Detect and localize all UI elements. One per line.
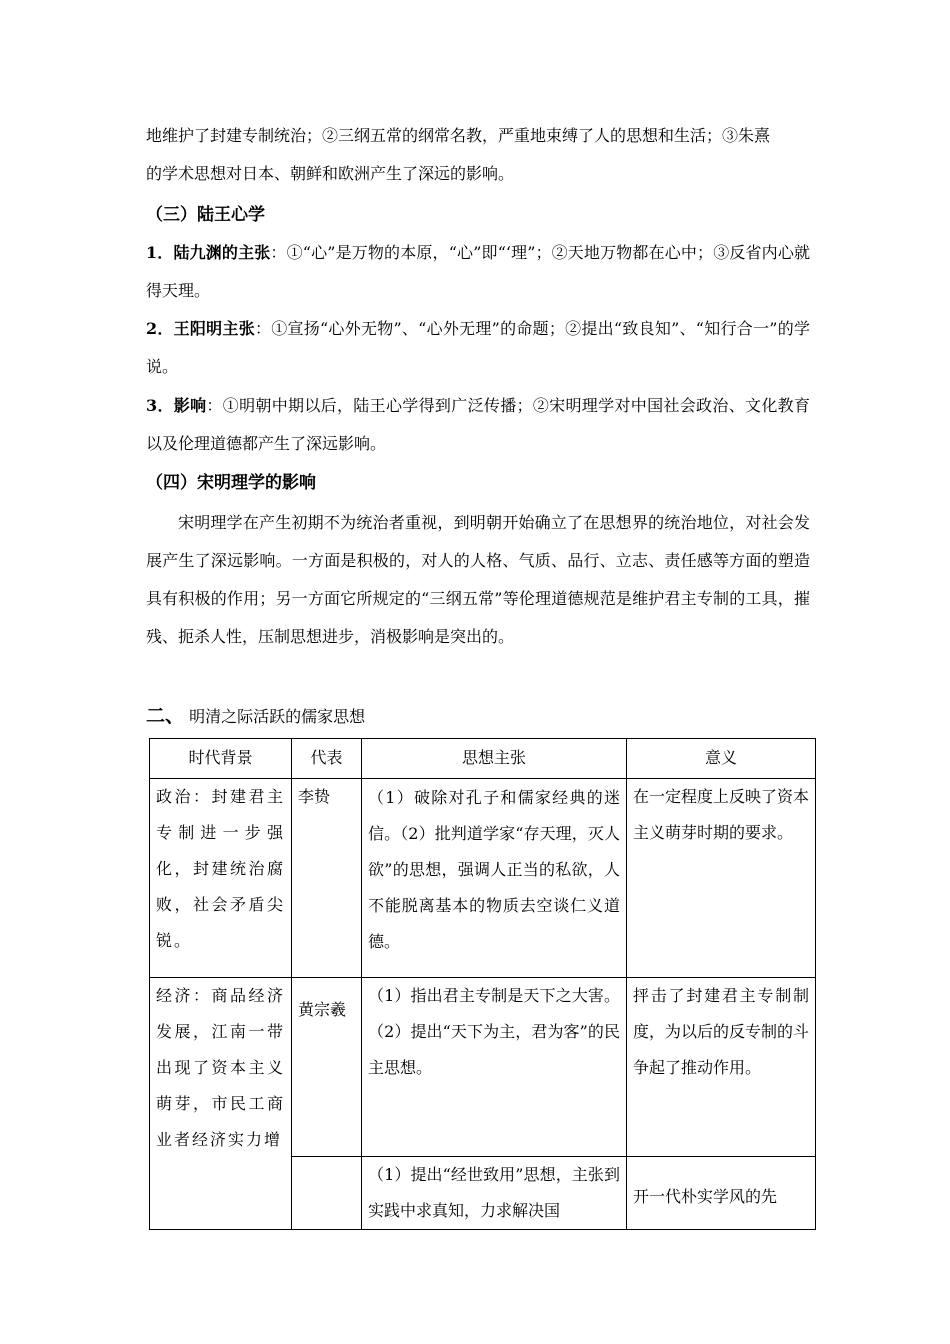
meaning-cell: 开一代朴实学风的先	[627, 1157, 816, 1230]
section-3-item-2	[146, 310, 810, 386]
confucian-thought-table	[149, 738, 816, 1230]
header-ideas: 思想主张	[362, 739, 627, 779]
idea-cell: （1）指出君主专制是天下之大害。（2）提出“天下为主，君为客”的民主思想。	[362, 978, 627, 1157]
item-3-label: 3．影响	[146, 396, 207, 415]
part-2-number: 二、	[146, 705, 185, 727]
header-background: 时代背景	[150, 739, 292, 779]
part-2-title	[146, 701, 365, 732]
part-2-title-text: 明清之际活跃的儒家思想	[189, 707, 366, 726]
table-row	[150, 978, 816, 1157]
item-1-label: 1．陆九渊的主张	[146, 243, 271, 262]
table-row	[150, 779, 816, 978]
item-2-text: ：①宣扬“心外无物”、“心外无理”的命题；②提出“致良知”、“知行合一”的学说。	[146, 319, 810, 376]
representative-cell	[292, 1157, 362, 1230]
meaning-cell: 在一定程度上反映了资本主义萌芽时期的要求。	[627, 779, 816, 978]
idea-cell: （1）提出“经世致用”思想，主张到实践中求真知，力求解决国	[362, 1157, 627, 1230]
meaning-cell: 抨击了封建君主专制制度，为以后的反专制的斗争起了推动作用。	[627, 978, 816, 1157]
intro-paragraph	[146, 117, 810, 193]
background-politics-cell: 政治：封建君主专制进一步强化，封建统治腐败，社会矛盾尖锐。	[150, 779, 292, 978]
section-4-body: 宋明理学在产生初期不为统治者重视，到明朝开始确立了在思想界的统治地位，对社会发展产生了深远影响。一方面是积极的，对人的人格、气质、品行、立志、责任感等方面的塑造具有积极的作用；另一方面它所规定的“三纲五常”等伦理道德规范是维护君主专制的工具，摧残、扼杀人性，压制思想进步，消极影响是突出的。	[146, 513, 810, 646]
header-representative: 代表	[292, 739, 362, 779]
representative-cell: 黄宗羲	[292, 978, 362, 1157]
section-3-heading: （三）陆王心学	[146, 205, 265, 225]
idea-cell: （1）破除对孔子和儒家经典的迷信。（2）批判道学家“存天理，灭人欲”的思想，强调人正当的私欲，人不能脱离基本的物质去空谈仁义道德。	[362, 779, 627, 978]
background-economy-cell: 经济：商品经济发展，江南一带出现了资本主义萌芽，市民工商业者经济实力增	[150, 978, 292, 1230]
section-4-heading: （四）宋明理学的影响	[146, 473, 316, 493]
intro-line-1: 地维护了封建专制统治；②三纲五常的纲常名教，严重地束缚了人的思想和生活；③朱熹	[146, 126, 771, 145]
intro-line-2: 的学术思想对日本、朝鲜和欧洲产生了深远的影响。	[146, 164, 515, 183]
section-3-item-3	[146, 387, 810, 463]
item-1-text: ：①“心”是万物的本原，“心”即“‘理”；②天地万物都在心中；③反省内心就得天理。	[146, 243, 811, 300]
section-3-item-1	[146, 234, 810, 310]
representative-cell: 李贽	[292, 779, 362, 978]
item-2-label: 2．王阳明主张	[146, 319, 255, 338]
table-header-row	[150, 739, 816, 779]
item-3-text: ：①明朝中期以后，陆王心学得到广泛传播；②宋明理学对中国社会政治、文化教育以及伦理道德都产生了深远影响。	[146, 396, 810, 453]
header-meaning: 意义	[627, 739, 816, 779]
